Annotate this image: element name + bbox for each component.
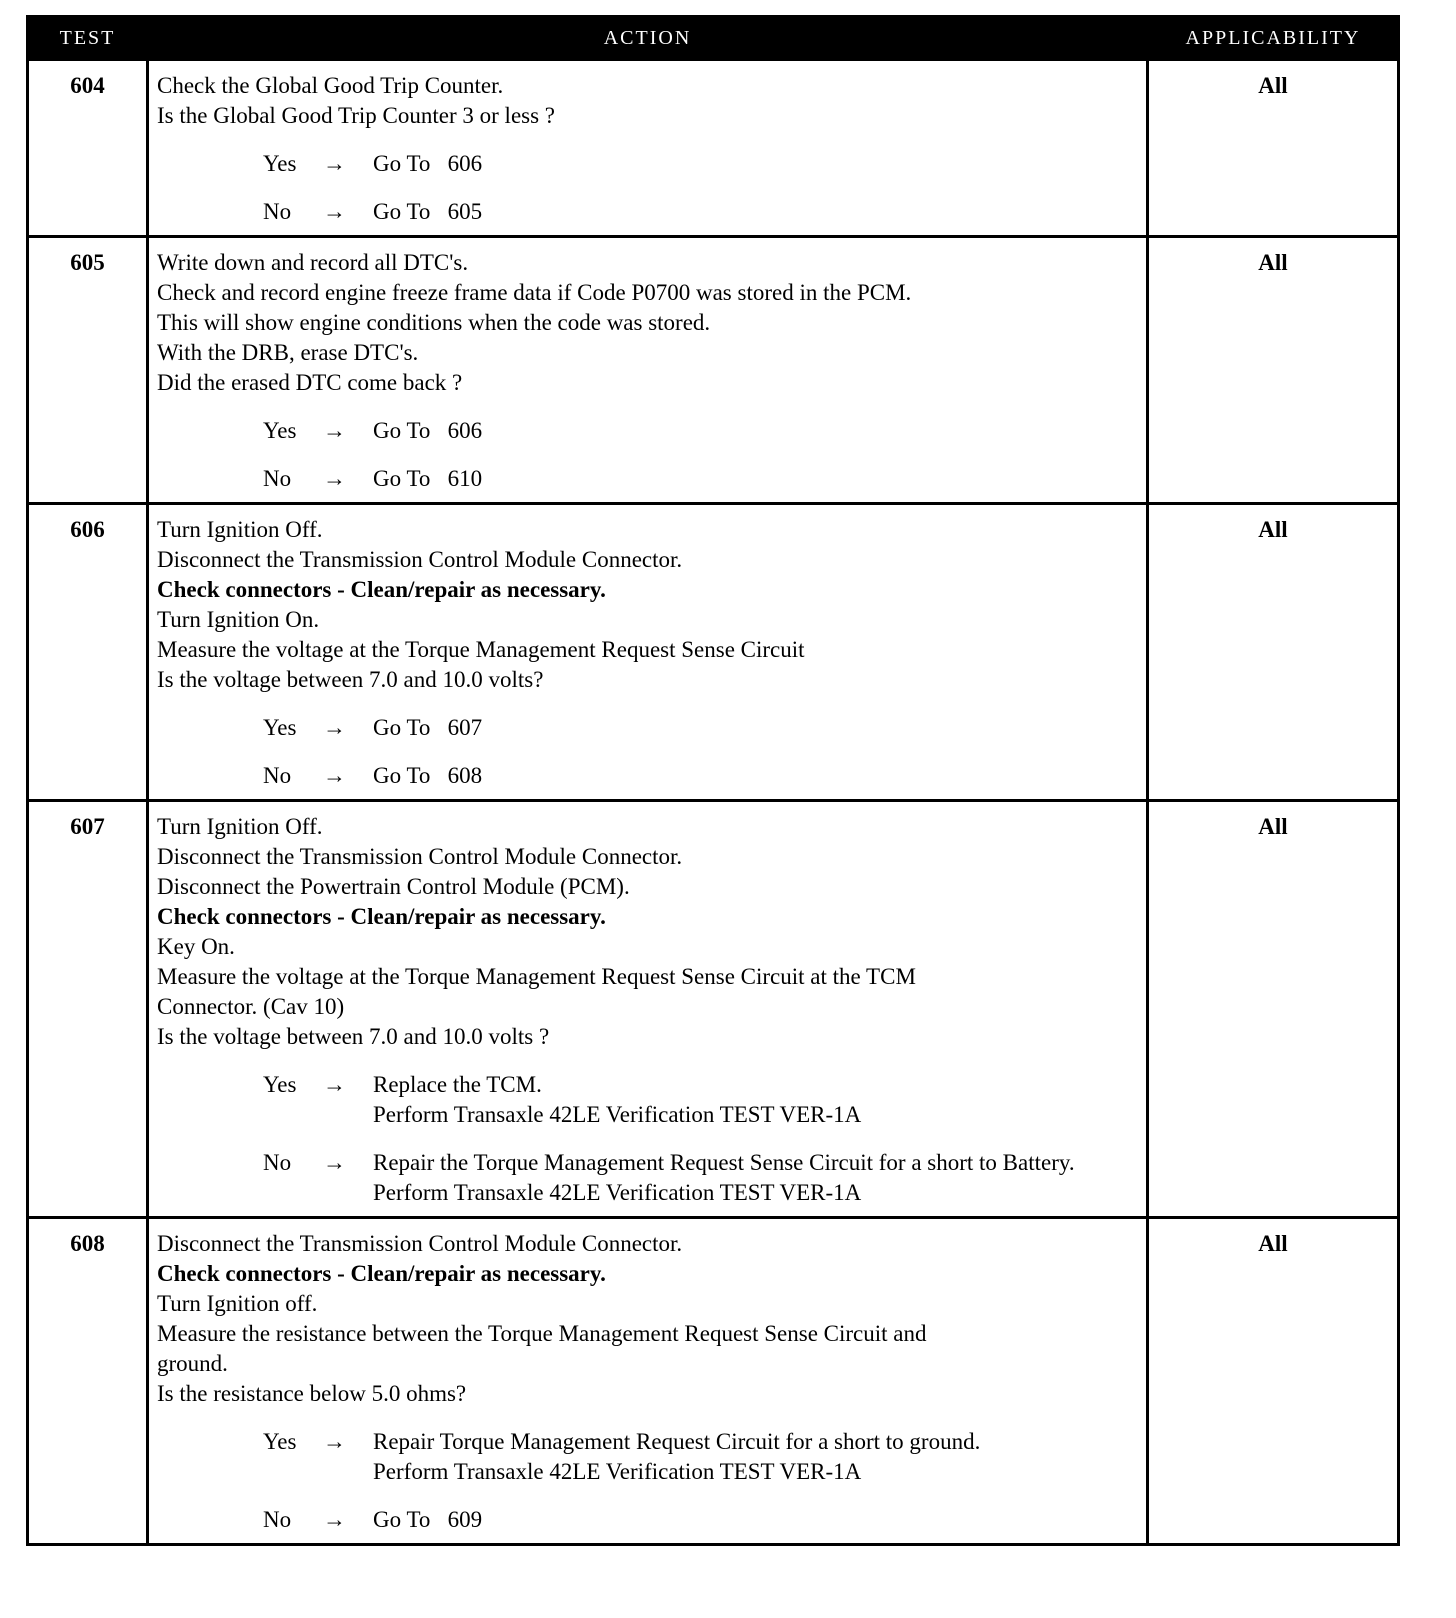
choice-no xyxy=(263,197,1138,227)
diagnostic-test-table xyxy=(26,15,1400,1546)
choice-label: No xyxy=(263,1150,292,1175)
choice-result-line: Repair Torque Management Request Circuit for a short to ground. xyxy=(373,1429,981,1454)
action-instruction: Check the Global Good Trip Counter. xyxy=(157,73,504,98)
choice-result-line: Go To 605 xyxy=(373,199,483,224)
action-instruction-bold: Check connectors - Clean/repair as necessary. xyxy=(157,904,606,929)
action-instruction: Did the erased DTC come back ? xyxy=(157,370,463,395)
choice-result-line: Go To 607 xyxy=(373,715,483,740)
choice-result-line: Go To 608 xyxy=(373,763,483,788)
choice-result xyxy=(373,464,1138,494)
choice-label: Yes xyxy=(263,418,297,443)
test-number: 607 xyxy=(28,801,148,1218)
action-instruction: Measure the resistance between the Torque Management Request Sense Circuit and xyxy=(157,1321,927,1346)
action-instruction: Is the resistance below 5.0 ohms? xyxy=(157,1381,467,1406)
choice-result xyxy=(373,416,1138,446)
action-instruction: Disconnect the Transmission Control Module Connector. xyxy=(157,1231,683,1256)
action-instruction: Key On. xyxy=(157,934,235,959)
table-header-row xyxy=(28,17,1399,60)
table-row xyxy=(28,1218,1399,1545)
action-instruction: ground. xyxy=(157,1351,228,1376)
diagnostic-table-sheet xyxy=(26,15,1397,1603)
choice-no xyxy=(263,1505,1138,1535)
choice-label: No xyxy=(263,466,292,491)
choice-result-line: Perform Transaxle 42LE Verification TEST VER-1A xyxy=(373,1102,862,1127)
table-body xyxy=(28,60,1399,1545)
choice-yes xyxy=(263,1070,1138,1130)
action-instruction: Measure the voltage at the Torque Management Request Sense Circuit xyxy=(157,637,805,662)
choice-result-line: Repair the Torque Management Request Sense Circuit for a short to Battery. xyxy=(373,1150,1075,1175)
test-number: 604 xyxy=(28,60,148,237)
choice-result-line: Go To 606 xyxy=(373,151,483,176)
action-instruction: Disconnect the Powertrain Control Module (PCM). xyxy=(157,874,630,899)
action-instruction: Connector. (Cav 10) xyxy=(157,994,345,1019)
choice-label: No xyxy=(263,763,292,788)
header-action: ACTION xyxy=(148,17,1148,60)
action-instruction: Disconnect the Transmission Control Module Connector. xyxy=(157,844,683,869)
action-instruction: Is the Global Good Trip Counter 3 or less ? xyxy=(157,103,556,128)
choice-result xyxy=(373,197,1138,227)
arrow-icon: → xyxy=(323,1150,346,1175)
header-test: TEST xyxy=(28,17,148,60)
choice-label: No xyxy=(263,199,292,224)
action-instruction: Disconnect the Transmission Control Module Connector. xyxy=(157,547,683,572)
choice-result xyxy=(373,1070,1138,1130)
action-cell xyxy=(148,1218,1148,1545)
action-cell xyxy=(148,504,1148,801)
arrow-icon: → xyxy=(323,1429,346,1454)
action-instruction-bold: Check connectors - Clean/repair as necessary. xyxy=(157,577,606,602)
choice-label: No xyxy=(263,1507,292,1532)
choice-label: Yes xyxy=(263,715,297,740)
arrow-icon: → xyxy=(323,1072,346,1097)
action-instruction: Is the voltage between 7.0 and 10.0 volts ? xyxy=(157,1024,550,1049)
choice-result-line: Perform Transaxle 42LE Verification TEST VER-1A xyxy=(373,1180,862,1205)
header-applicability: APPLICABILITY xyxy=(1148,17,1399,60)
choice-yes xyxy=(263,713,1138,743)
choice-result-line: Perform Transaxle 42LE Verification TEST VER-1A xyxy=(373,1459,862,1484)
arrow-icon: → xyxy=(323,763,346,788)
applicability-value: All xyxy=(1148,60,1399,237)
choice-result xyxy=(373,1505,1138,1535)
choice-yes xyxy=(263,1427,1138,1487)
arrow-icon: → xyxy=(323,199,346,224)
action-instruction: Turn Ignition off. xyxy=(157,1291,318,1316)
table-row xyxy=(28,504,1399,801)
choice-result-line: Go To 609 xyxy=(373,1507,483,1532)
action-cell xyxy=(148,801,1148,1218)
arrow-icon: → xyxy=(323,151,346,176)
arrow-icon: → xyxy=(323,466,346,491)
applicability-value: All xyxy=(1148,801,1399,1218)
arrow-icon: → xyxy=(323,1507,346,1532)
action-instruction: Turn Ignition On. xyxy=(157,607,320,632)
table-row xyxy=(28,237,1399,504)
choice-result xyxy=(373,149,1138,179)
action-instruction: Turn Ignition Off. xyxy=(157,517,323,542)
action-instruction: Check and record engine freeze frame data if Code P0700 was stored in the PCM. xyxy=(157,280,912,305)
action-instruction: Turn Ignition Off. xyxy=(157,814,323,839)
action-cell xyxy=(148,237,1148,504)
choice-result xyxy=(373,761,1138,791)
arrow-icon: → xyxy=(323,418,346,443)
action-instruction: Measure the voltage at the Torque Management Request Sense Circuit at the TCM xyxy=(157,964,916,989)
choice-yes xyxy=(263,416,1138,446)
choice-result-line: Go To 606 xyxy=(373,418,483,443)
applicability-value: All xyxy=(1148,237,1399,504)
choice-result-line: Go To 610 xyxy=(373,466,483,491)
action-instruction: With the DRB, erase DTC's. xyxy=(157,340,419,365)
choice-no xyxy=(263,1148,1138,1208)
test-number: 606 xyxy=(28,504,148,801)
table-row xyxy=(28,60,1399,237)
action-instruction: Is the voltage between 7.0 and 10.0 volts? xyxy=(157,667,544,692)
choice-result-line: Replace the TCM. xyxy=(373,1072,542,1097)
choice-label: Yes xyxy=(263,151,297,176)
choice-no xyxy=(263,464,1138,494)
choice-result xyxy=(373,713,1138,743)
applicability-value: All xyxy=(1148,504,1399,801)
action-instruction: This will show engine conditions when the code was stored. xyxy=(157,310,711,335)
choice-result xyxy=(373,1427,1138,1487)
choice-result xyxy=(373,1148,1138,1208)
action-cell xyxy=(148,60,1148,237)
choice-label: Yes xyxy=(263,1072,297,1097)
action-instruction-bold: Check connectors - Clean/repair as necessary. xyxy=(157,1261,606,1286)
choice-label: Yes xyxy=(263,1429,297,1454)
action-instruction: Write down and record all DTC's. xyxy=(157,250,469,275)
arrow-icon: → xyxy=(323,715,346,740)
table-row xyxy=(28,801,1399,1218)
test-number: 605 xyxy=(28,237,148,504)
choice-yes xyxy=(263,149,1138,179)
applicability-value: All xyxy=(1148,1218,1399,1545)
choice-no xyxy=(263,761,1138,791)
test-number: 608 xyxy=(28,1218,148,1545)
